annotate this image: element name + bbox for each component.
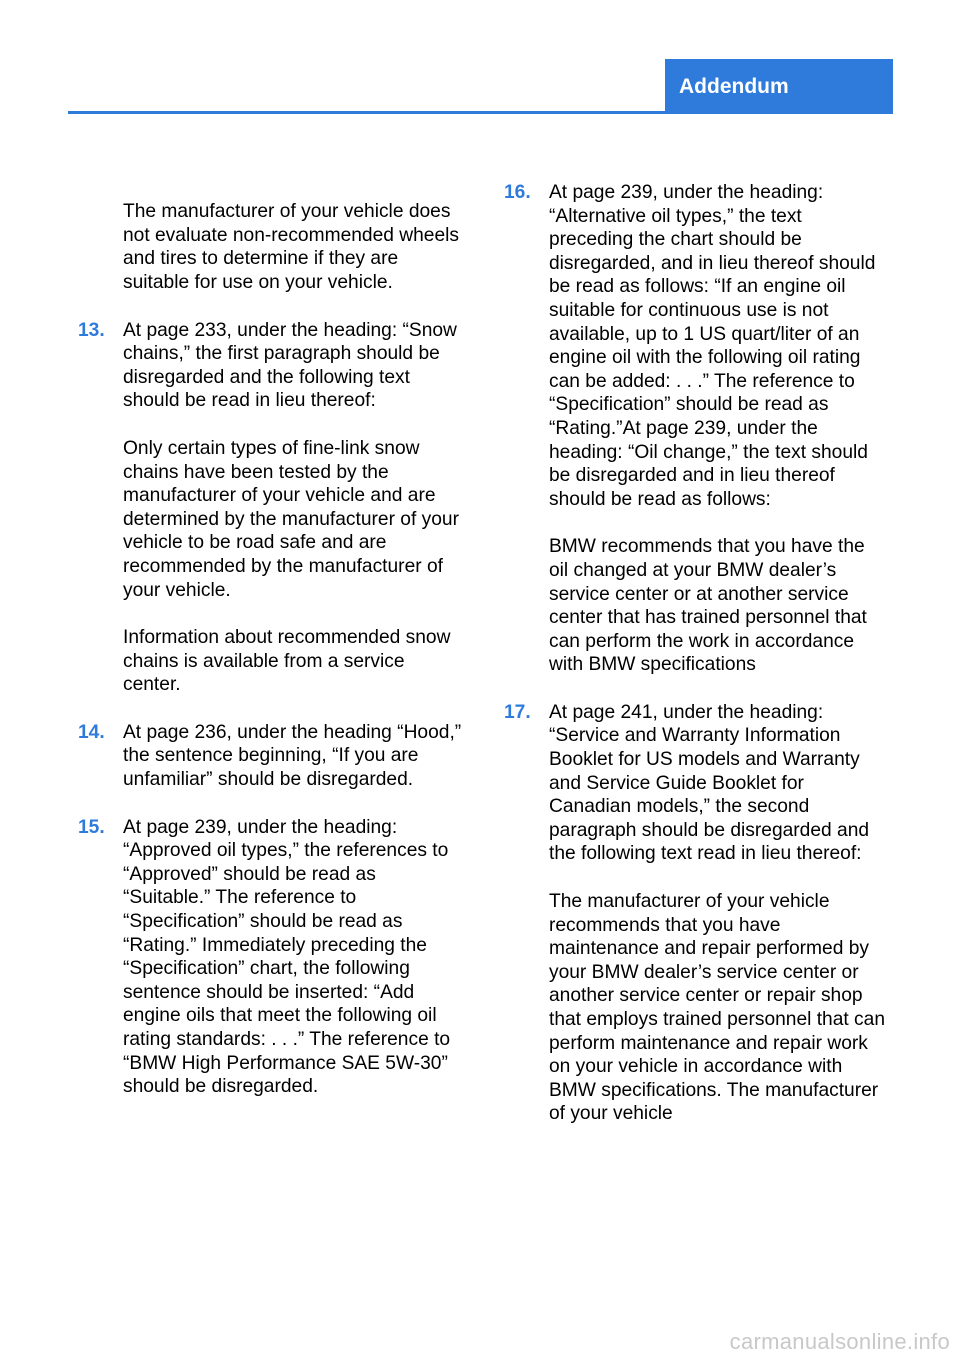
item-number: 13. bbox=[78, 319, 105, 341]
item-paragraph: Only certain types of fine-link snow chains have been tested by the manufacturer of your vehicle and are determined by the manufacturer of your vehicle to be road safe and are recommended by the manufacturer of your vehicle. bbox=[123, 437, 459, 601]
item-paragraph: The manufacturer of your vehicle recommends that you have maintenance and repair performed by your BMW dealer’s service center or another service center or repair shop that employs trained personnel that can perform maintenance and repair work on your vehicle in accordance with BMW specifications. The manufacturer of your vehicle bbox=[549, 891, 885, 1125]
item-paragraph: At page 239, under the heading: “Approved oil types,” the references to “Approved” should be read as “Suitable.” The reference to “Specification” should be read as “Rating.” Immediately preceding the “Specification” chart, the following sentence should be inserted: “Add engine oils that meet the following oil rating standards: . . .” The reference to “BMW High Performance SAE 5W-30” should be disregarded. bbox=[123, 816, 451, 1098]
left-column bbox=[78, 181, 463, 1123]
list-item bbox=[504, 701, 889, 1126]
list-item bbox=[504, 181, 889, 677]
item-number: 17. bbox=[504, 701, 531, 723]
item-paragraph: At page 239, under the heading: “Alternative oil types,” the text preceding the chart should be disregarded, and in lieu thereof should be read as follows: “If an engine oil suitable for continuous use is not available, up to 1 US quart/liter of an engine oil with the following oil rating can be added: . . .” The reference to “Specification” should be read as “Rating.”At page 239, under the heading: “Oil change,” the text should be disregarded and in lieu thereof should be read as follows: bbox=[549, 182, 876, 510]
list-item bbox=[78, 721, 463, 792]
item-paragraph: At page 236, under the heading “Hood,” the sentence beginning, “If you are unfamiliar” should be disregarded. bbox=[123, 721, 462, 791]
right-column bbox=[504, 181, 889, 1150]
list-item bbox=[78, 319, 463, 697]
item-paragraph: At page 233, under the heading: “Snow chains,” the first paragraph should be disregarded and the following text should be read in lieu thereof: bbox=[123, 319, 457, 412]
item-paragraph: BMW recommends that you have the oil changed at your BMW dealer’s service center or at another service center that has trained personnel that can perform the work in accordance with BMW specifications bbox=[549, 536, 867, 676]
item-paragraph: At page 241, under the heading: “Service and Warranty Information Booklet for US models and Warranty and Service Guide Booklet for Canadian models,” the second paragraph should be disregarded and the following text read in lieu thereof: bbox=[549, 701, 870, 865]
continuation-paragraph: The manufacturer of your vehicle does not evaluate non-recommended wheels and tires to determine if they are suitable for use on your vehicle. bbox=[123, 201, 459, 293]
item-number: 16. bbox=[504, 182, 531, 203]
item-paragraph: Information about recommended snow chains is available from a service center. bbox=[123, 627, 451, 696]
section-tab: Addendum bbox=[665, 59, 893, 114]
item-number: 15. bbox=[78, 816, 105, 838]
list-item bbox=[78, 816, 463, 1099]
watermark: carmanualsonline.info bbox=[729, 1329, 950, 1354]
item-number: 14. bbox=[78, 721, 105, 743]
